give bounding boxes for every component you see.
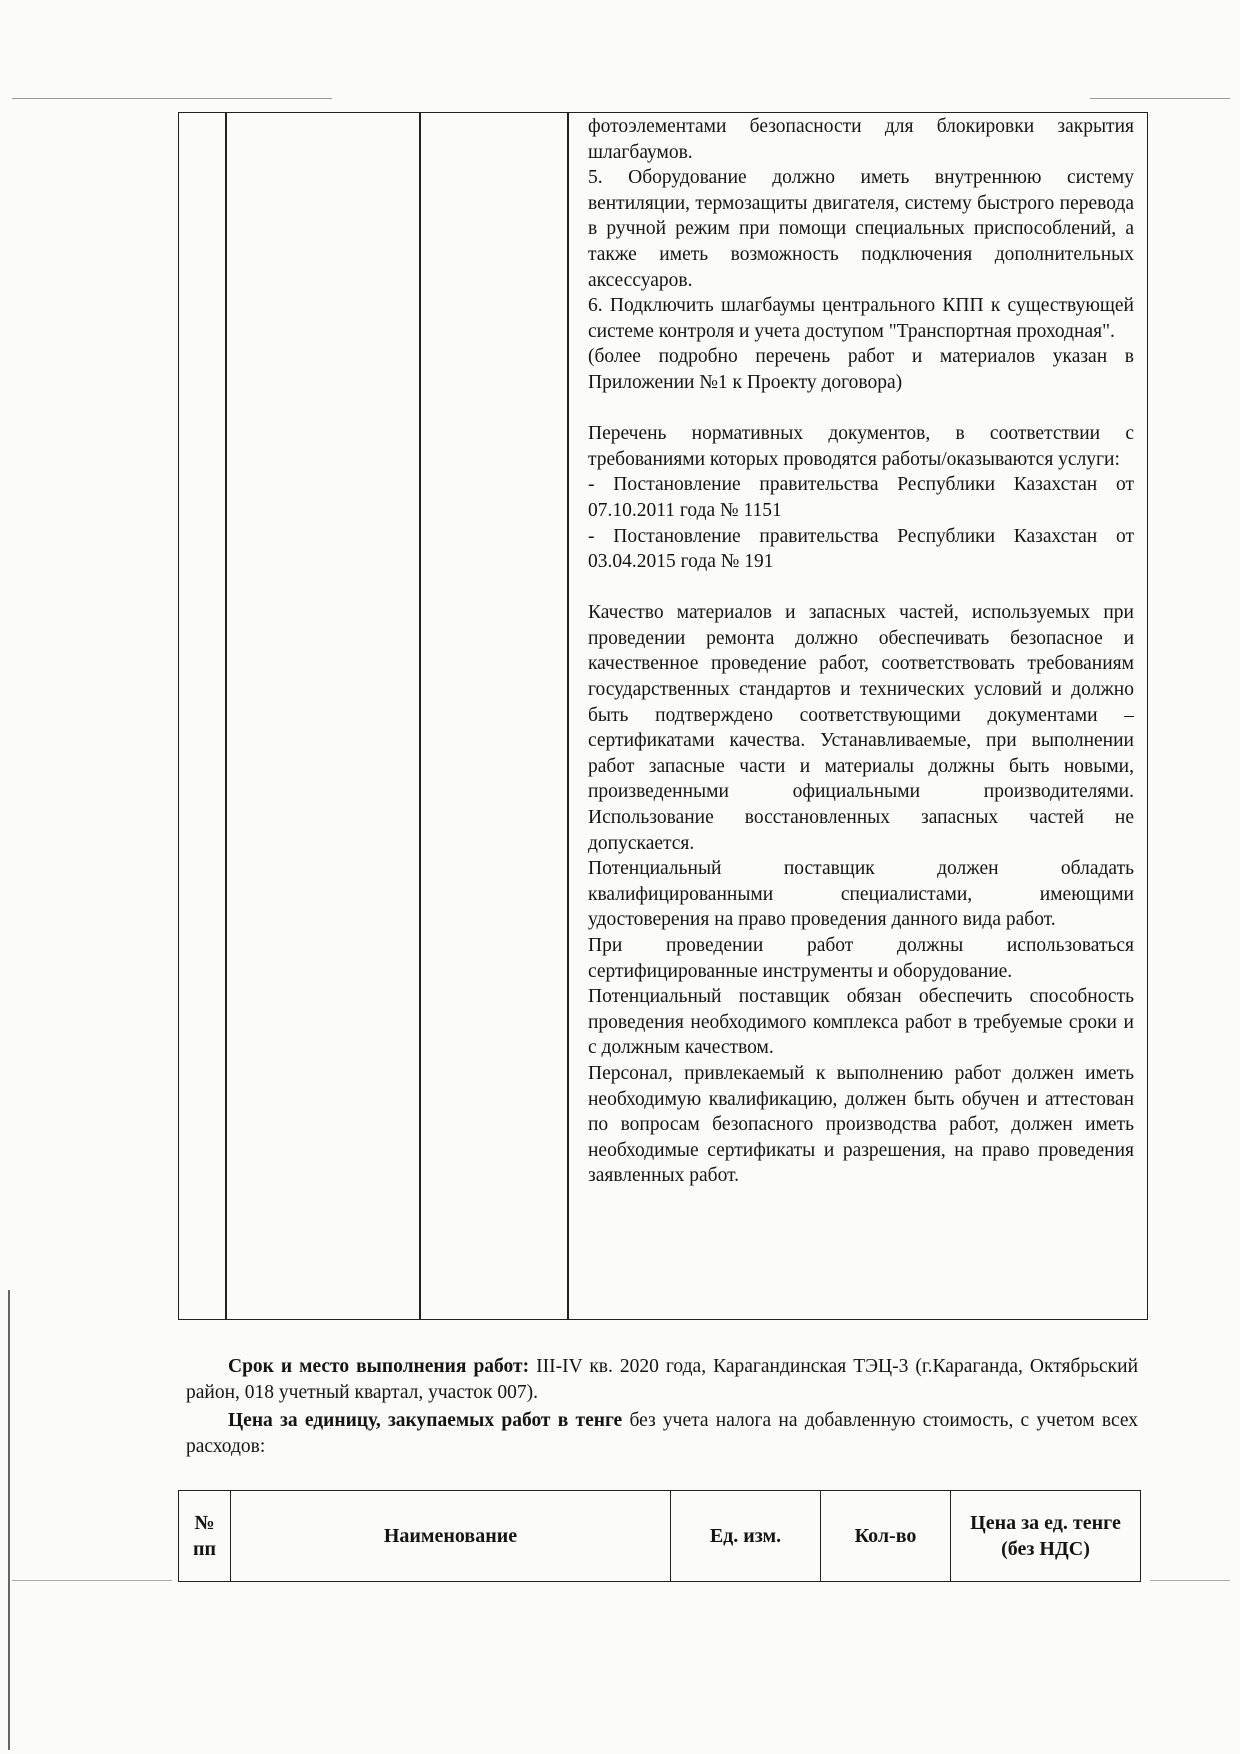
requirement-paragraph: - Постановление правительства Республики Казахстан от 07.10.2011 года № 1151	[588, 474, 1134, 521]
requirement-paragraph: Потенциальный поставщик должен обладать квалифицированными специалистами, имеющими удостоверения на право проведения данного вида работ.	[588, 858, 1134, 931]
header-unit-price: Цена за ед. тенге (без НДС)	[951, 1491, 1141, 1582]
table-column-divider	[567, 113, 569, 1319]
requirement-paragraph: Персонал, привлекаемый к выполнению работ должен иметь необходимую квалификацию, должен быть обучен и аттестован по вопросам безопасного производства работ, должен иметь необходимые сертификаты и разрешения, на право проведения заявленных работ.	[588, 1062, 1134, 1187]
scan-mark-top-left	[12, 98, 332, 99]
table-column-divider	[419, 113, 421, 1319]
price-intro-text: без учета налога на добавленную стоимость, с учетом всех расходов:	[186, 1410, 1138, 1457]
requirement-paragraph: Потенциальный поставщик обязан обеспечить способность проведения необходимого комплекса работ в требуемые сроки и с должным качеством.	[588, 986, 1134, 1059]
requirement-paragraph: Перечень нормативных документов, в соответствии с требованиями которых проводятся работы/оказываются услуги:	[588, 423, 1134, 470]
schedule-label: Срок и место выполнения работ:	[228, 1356, 530, 1377]
schedule-text: III-IV кв. 2020 года, Карагандинская ТЭЦ-3 (г.Караганда, Октябрьский район, 018 учетный квартал, участок 007).	[186, 1356, 1139, 1403]
requirement-paragraph: 6. Подключить шлагбаумы центрального КПП к существующей системе контроля и учета доступом "Транспортная проходная".	[588, 295, 1134, 342]
scan-dots-bottom-right	[1150, 1580, 1230, 1581]
table-column-divider	[225, 113, 227, 1319]
requirement-paragraph: фотоэлементами безопасности для блокировки закрытия шлагбаумов.	[588, 116, 1134, 163]
price-table-header-row	[179, 1491, 1141, 1582]
requirements-cell-text	[588, 114, 1134, 1189]
requirement-paragraph: Качество материалов и запасных частей, используемых при проведении ремонта должно обеспечивать безопасное и качественное проведение работ, соответствовать требованиям государственных стандартов и технических условий и должно быть подтверждено соответствующими документами – сертификатами качества. Устанавливаемые, при выполнении работ запасные части и материалы должны быть новыми, произведенными официальными производителями. Использование восстановленных запасных частей не допускается.	[588, 602, 1134, 854]
requirement-paragraph: (более подробно перечень работ и материалов указан в Приложении №1 к Проекту договора)	[588, 346, 1134, 393]
price-intro-paragraph	[186, 1408, 1138, 1460]
scan-mark-left-edge	[8, 1290, 10, 1750]
scan-mark-top-right	[1090, 98, 1230, 99]
schedule-paragraph	[186, 1354, 1138, 1406]
requirement-paragraph: При проведении работ должны использоваться сертифицированные инструменты и оборудование.	[588, 935, 1134, 982]
paragraph-spacer	[588, 575, 1134, 601]
header-unit: Ед. изм.	[671, 1491, 821, 1582]
scan-dots-bottom	[12, 1580, 172, 1581]
paragraph-spacer	[588, 396, 1134, 422]
header-quantity: Кол-во	[821, 1491, 951, 1582]
price-intro-label: Цена за единицу, закупаемых работ в тенге	[228, 1410, 623, 1431]
header-number: № пп	[179, 1491, 231, 1582]
price-table	[178, 1490, 1141, 1582]
header-name: Наименование	[231, 1491, 671, 1582]
requirement-paragraph: - Постановление правительства Республики Казахстан от 03.04.2015 года № 191	[588, 525, 1134, 573]
requirement-paragraph: 5. Оборудование должно иметь внутреннюю систему вентиляции, термозащиты двигателя, систему быстрого перевода в ручной режим при помощи специальных приспособлений, а также иметь возможность подключения дополнительных аксессуаров.	[588, 167, 1134, 291]
